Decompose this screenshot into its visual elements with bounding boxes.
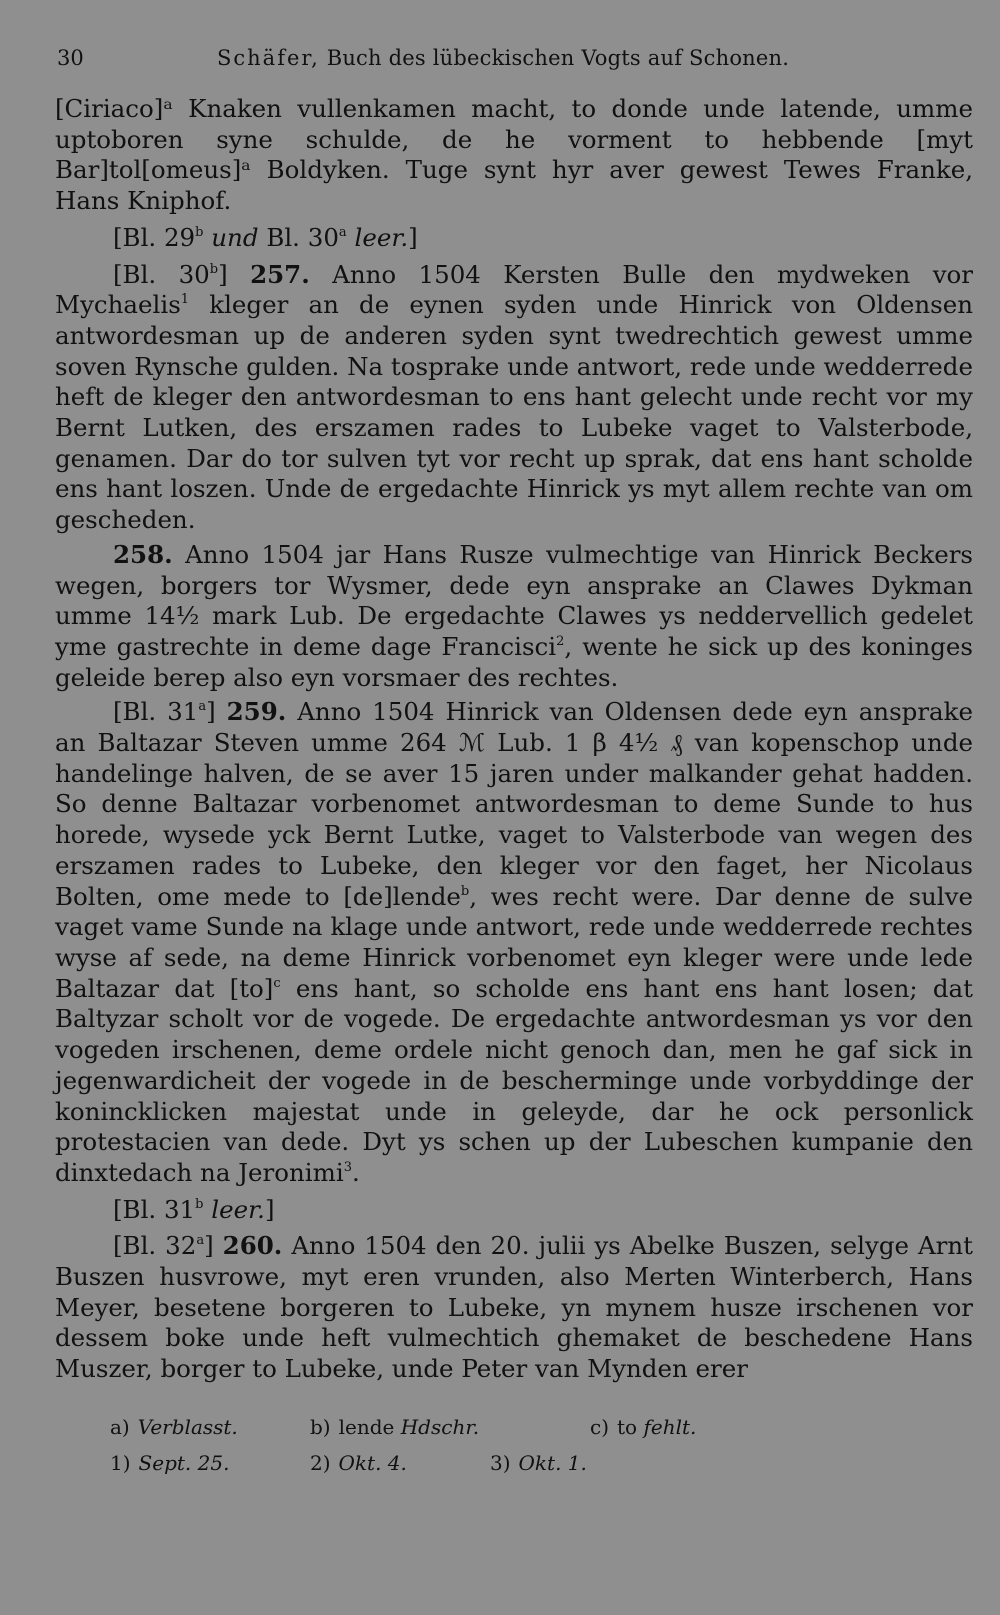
entry-257: [Bl. 30$^b$] 257. Anno 1504 Kersten Bulle den mydweken vor Mychaelis$^1$ kleger an de eynen syden unde Hinrick von Oldensen antwordesman up de anderen syden synt twedrechtich gewest umme soven Rynsche gulden. Na tosprake unde antwort, rede unde wedderrede heft de kleger den antwordesman to ens hant gelecht unde recht vor my Bernt Lutken, des erszamen rades to Lubeke vaget to Valsterbode, genamen. Dar do tor sulven tyt vor recht up sprak, dat ens hant scholde ens hant loszen. Unde de ergedachte Hinrick ys myt allem rechte van om gescheden. (55, 259, 973, 535)
leaf-ref-31a: [Bl. 31$^a$] (113, 697, 216, 727)
leaf-note-29b-30a: [Bl. 29$^b$ und Bl. 30$^a$ leer.] (113, 222, 418, 252)
document-body (55, 94, 973, 1385)
paragraph-ciriaco: [Ciriaco]ᵃ Knaken vullenkamen macht, to donde unde latende, umme uptoboren syne schulde, de he vorment to hebbende [myt Bar]tol[omeus]ᵃ Boldyken. Tuge synt hyr aver gewest Tewes Franke, Hans Kniphof. (55, 94, 973, 216)
leaf-ref-32a: [Bl. 32$^a$] (113, 1231, 214, 1261)
footnotes-textual (55, 1409, 973, 1445)
leaf-note-31b: [Bl. 31$^b$ leer.] (113, 1194, 275, 1224)
entry-258: 258. Anno 1504 jar Hans Rusze vulmechtige van Hinrick Beckers wegen, borgers tor Wysmer, dede eyn ansprake an Clawes Dykman umme 14½ mark Lub. De ergedachte Clawes ys neddervellich gedelet yme gastrechte in deme dage Francisci$^2$, wente he sick up des koninges geleide berep also eyn vorsmaer des rechtes. (55, 539, 974, 692)
footnote-mark: 3 (343, 1159, 352, 1175)
footnote-1: 1) Sept. 25. (110, 1450, 230, 1475)
entry-260: [Bl. 32$^a$] 260. Anno 1504 den 20. julii ys Abelke Buszen, selyge Arnt Buszen husvrowe, myt eren vrunden, also Merten Winterberch, Hans Meyer, besetene borgeren to Lubeke, yn mynem husze irschenen vor dessem boke unde heft vulmechtich ghemaket de beschedene Hans Muszer, borger to Lubeke, unde Peter van Mynden erer (55, 1231, 973, 1384)
leaf-ref-30b: [Bl. 30$^b$] (113, 259, 228, 289)
running-title (217, 38, 789, 78)
footnote-c: c) to fehlt. (590, 1414, 697, 1439)
footnote-b: b) lende Hdschr. (310, 1414, 480, 1439)
entry-number: 257. (250, 259, 310, 289)
footnote-3: 3) Okt. 1. (490, 1450, 587, 1475)
footnote-mark: b (460, 883, 470, 899)
page-header (55, 30, 973, 70)
entry-number: 259. (226, 697, 287, 727)
running-title-author: Schäfer, (217, 46, 320, 70)
running-title-text: Buch des lübeckischen Vogts auf Schonen. (326, 46, 790, 70)
entry-number: 258. (113, 539, 173, 569)
footnotes (55, 1409, 973, 1481)
footnote-mark: 2 (556, 633, 565, 649)
footnote-2: 2) Okt. 4. (310, 1450, 407, 1475)
footnote-a: a) Verblasst. (110, 1414, 238, 1439)
footnote-mark: 1 (180, 292, 190, 308)
entry-number: 260. (222, 1231, 283, 1261)
document-page (55, 30, 973, 1590)
page-number: 30 (57, 46, 84, 70)
footnote-mark: c (273, 975, 281, 991)
footnotes-dates (55, 1445, 973, 1481)
entry-259: [Bl. 31$^a$] 259. Anno 1504 Hinrick van Oldensen dede eyn ansprake an Baltazar Steven umme 264 ℳ Lub. 1 β 4½ ₰ van kopenschop unde handelinge halven, de se aver 15 jaren under malkander gehat hadden. So denne Baltazar vorbenomet antwordesman to deme Sunde to hus horede, wysede yck Bernt Lutke, vaget to Valsterbode van wegen des erszamen rades to Lubeke, den kleger vor den faget, her Nicolaus Bolten, ome mede to [de]lende$^b$, wes recht were. Dar denne de sulve vaget vame Sunde na klage unde antwort, rede unde wedderrede rechtes wyse af sede, na deme Hinrick vorbenomet eyn kleger were unde lede Baltazar dat [to]$^c$ ens hant, so scholde ens hant ens hant losen; dat Baltyzar scholt vor de vogede. De ergedachte antwordesman ys vor den vogeden irschenen, deme ordele nicht genoch dan, men he gaf sick in jegenwardicheit der vogede in de bescherminge unde vorbyddinge der konincklicken majestat unde in geleyde, dar he ock personlick protestacien van dede. Dyt ys schen up der Lubeschen kumpanie den dinxtedach na Jeronimi$^3$. (55, 697, 974, 1187)
